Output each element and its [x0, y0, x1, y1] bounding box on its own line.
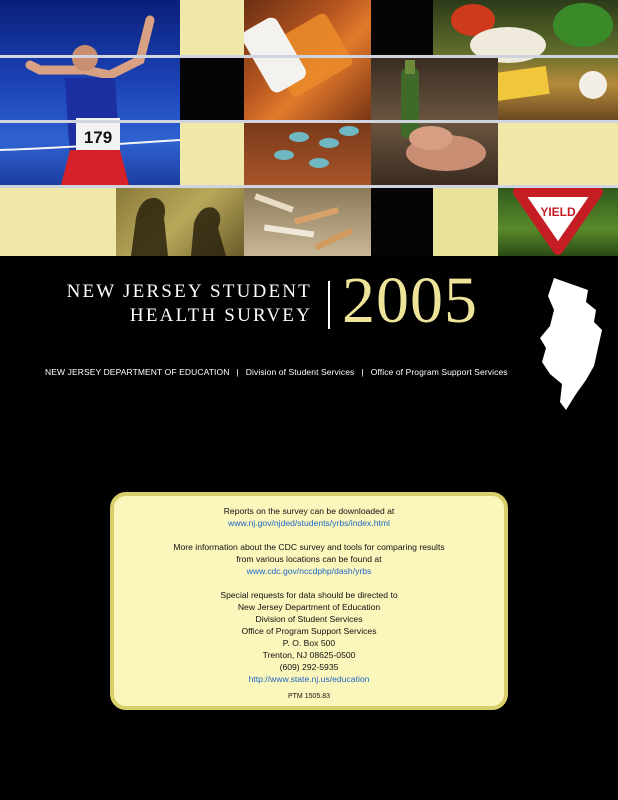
reports-text: Reports on the survey can be downloaded at [223, 506, 395, 516]
address-line: New Jersey Department of Education [237, 602, 381, 612]
survey-year: 2005 [342, 264, 478, 337]
department-name: NEW JERSEY DEPARTMENT OF EDUCATION [45, 367, 230, 377]
runner-bib-number: 179 [83, 128, 113, 147]
reports-link[interactable]: www.nj.gov/njded/students/yrbs/index.html [228, 518, 390, 528]
address-line: Office of Program Support Services [241, 626, 377, 636]
address-line: Trenton, NJ 08625-0500 [262, 650, 356, 660]
pills-photo [244, 123, 371, 185]
silhouettes-photo [116, 188, 244, 256]
title-divider [328, 281, 330, 329]
department-line [45, 367, 508, 377]
requests-text: Special requests for data should be directed to [220, 590, 398, 600]
cdc-link[interactable]: www.cdc.gov/nccdphp/dash/yrbs [246, 566, 372, 576]
cream-block [180, 123, 244, 185]
address-line: Division of Student Services [255, 614, 363, 624]
separator: | [361, 367, 364, 377]
runner-photo [0, 0, 180, 189]
cdc-text-2: from various locations can be found at [236, 554, 382, 564]
cream-block [0, 188, 116, 256]
cream-block [180, 0, 244, 55]
runner-figure [0, 0, 180, 189]
grid-line [0, 185, 618, 188]
cdc-text-1: More information about the CDC survey and tools for comparing results [173, 542, 445, 552]
new-jersey-map-icon [536, 276, 608, 414]
yield-sign-text: YIELD [540, 205, 576, 219]
title-line-1: NEW JERSEY STUDENT [66, 281, 312, 302]
address-line: P. O. Box 500 [282, 638, 336, 648]
black-block [371, 188, 433, 256]
grid-line [0, 55, 618, 58]
info-box [110, 492, 508, 710]
black-block [180, 58, 244, 120]
separator: | [236, 367, 239, 377]
education-web-link[interactable]: http://www.state.nj.us/education [248, 674, 370, 684]
grid-line [0, 120, 618, 123]
survey-title [62, 280, 312, 328]
ptm-number: PTM 1505.83 [287, 693, 331, 700]
division-name: Division of Student Services [245, 367, 355, 377]
cream-block [498, 123, 618, 185]
black-block [371, 0, 433, 55]
title-line-2: HEALTH SURVEY [129, 305, 312, 326]
yield-sign-photo [498, 188, 618, 256]
cigarettes-photo [244, 188, 371, 256]
phone-number: (609) 292-5935 [279, 662, 339, 672]
office-name: Office of Program Support Services [370, 367, 508, 377]
photo-mosaic [0, 0, 618, 256]
pill-bottle-photo [244, 0, 371, 120]
cream-block [433, 188, 498, 256]
